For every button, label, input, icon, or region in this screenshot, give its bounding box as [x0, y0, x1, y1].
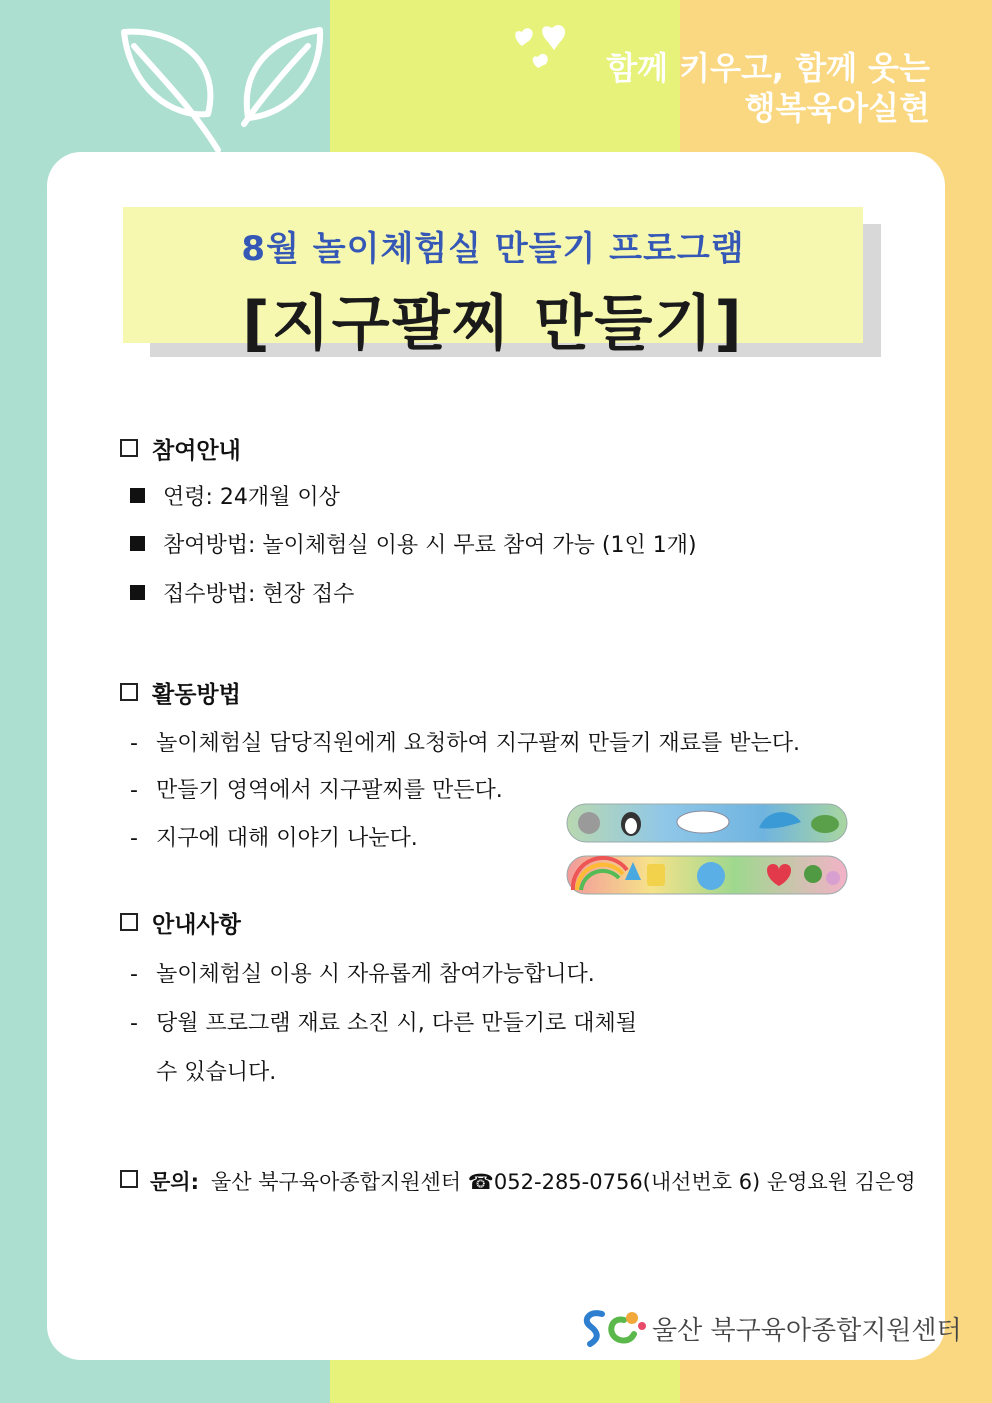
- contact-label: 문의:: [150, 1170, 199, 1194]
- bullet-square-icon: [130, 536, 145, 551]
- program-subtitle: 8월 놀이체험실 만들기 프로그램: [241, 229, 745, 269]
- checkbox-square-icon: [120, 439, 138, 457]
- center-logo-icon: [580, 1306, 650, 1350]
- section-heading-label: 안내사항: [152, 912, 241, 938]
- slogan-line-2: 행복육아실현: [744, 89, 930, 127]
- slogan-line-1: 함께 키우고, 함께 웃는: [606, 49, 930, 87]
- bullet-square-icon: [130, 488, 145, 503]
- list-item: [130, 726, 800, 757]
- list-item: [130, 577, 354, 608]
- leaves-icon: [112, 18, 332, 158]
- list-item-continuation: [130, 1055, 276, 1086]
- list-item-text: 연령: 24개월 이상: [163, 485, 340, 510]
- contact-text: 울산 북구육아종합지원센터 ☎052-285-0756(내선번호 6) 운영요원 김은영: [210, 1170, 916, 1194]
- list-item: [130, 821, 418, 852]
- list-item-text: 지구에 대해 이야기 나눈다.: [156, 826, 418, 851]
- list-item-text: 참여방법: 놀이체험실 이용 시 무료 참여 가능 (1인 1개): [163, 533, 697, 558]
- list-item: [130, 773, 503, 804]
- list-item: [130, 957, 595, 988]
- checkbox-square-icon: [120, 1170, 138, 1188]
- list-item-text: 놀이체험실 담당직원에게 요청하여 지구팔찌 만들기 재료를 받는다.: [156, 731, 801, 756]
- dash-bullet-icon: -: [130, 962, 138, 987]
- section-heading-label: 활동방법: [152, 682, 241, 708]
- header-slogan: [606, 48, 930, 128]
- dash-bullet-icon: -: [130, 826, 138, 851]
- list-item-text: 놀이체험실 이용 시 자유롭게 참여가능합니다.: [156, 962, 595, 987]
- section-heading-participation: [120, 432, 241, 465]
- dash-bullet-icon: -: [130, 1011, 138, 1036]
- list-item-text: 만들기 영역에서 지구팔찌를 만든다.: [156, 778, 503, 803]
- checkbox-square-icon: [120, 913, 138, 931]
- checkbox-square-icon: [120, 683, 138, 701]
- section-heading-activity: [120, 676, 241, 709]
- list-item: [130, 1006, 637, 1037]
- list-item: [130, 528, 697, 559]
- list-item: [130, 480, 340, 511]
- list-item-text: 당월 프로그램 재료 소진 시, 다른 만들기로 대체될: [156, 1011, 637, 1036]
- center-name: 울산 북구육아종합지원센터: [652, 1316, 962, 1346]
- dash-bullet-icon: -: [130, 731, 138, 756]
- contact-line: [120, 1166, 916, 1196]
- bullet-square-icon: [130, 585, 145, 600]
- list-item-text: 접수방법: 현장 접수: [163, 582, 355, 607]
- list-item-text: 수 있습니다.: [156, 1060, 277, 1085]
- bracelets-illustration-icon: [563, 800, 851, 898]
- section-heading-label: 참여안내: [152, 438, 241, 464]
- hearts-icon: [508, 24, 572, 74]
- dash-bullet-icon: -: [130, 778, 138, 803]
- program-title: [지구팔찌 만들기]: [242, 289, 744, 359]
- section-heading-notice: [120, 906, 241, 939]
- title-box: [123, 207, 863, 359]
